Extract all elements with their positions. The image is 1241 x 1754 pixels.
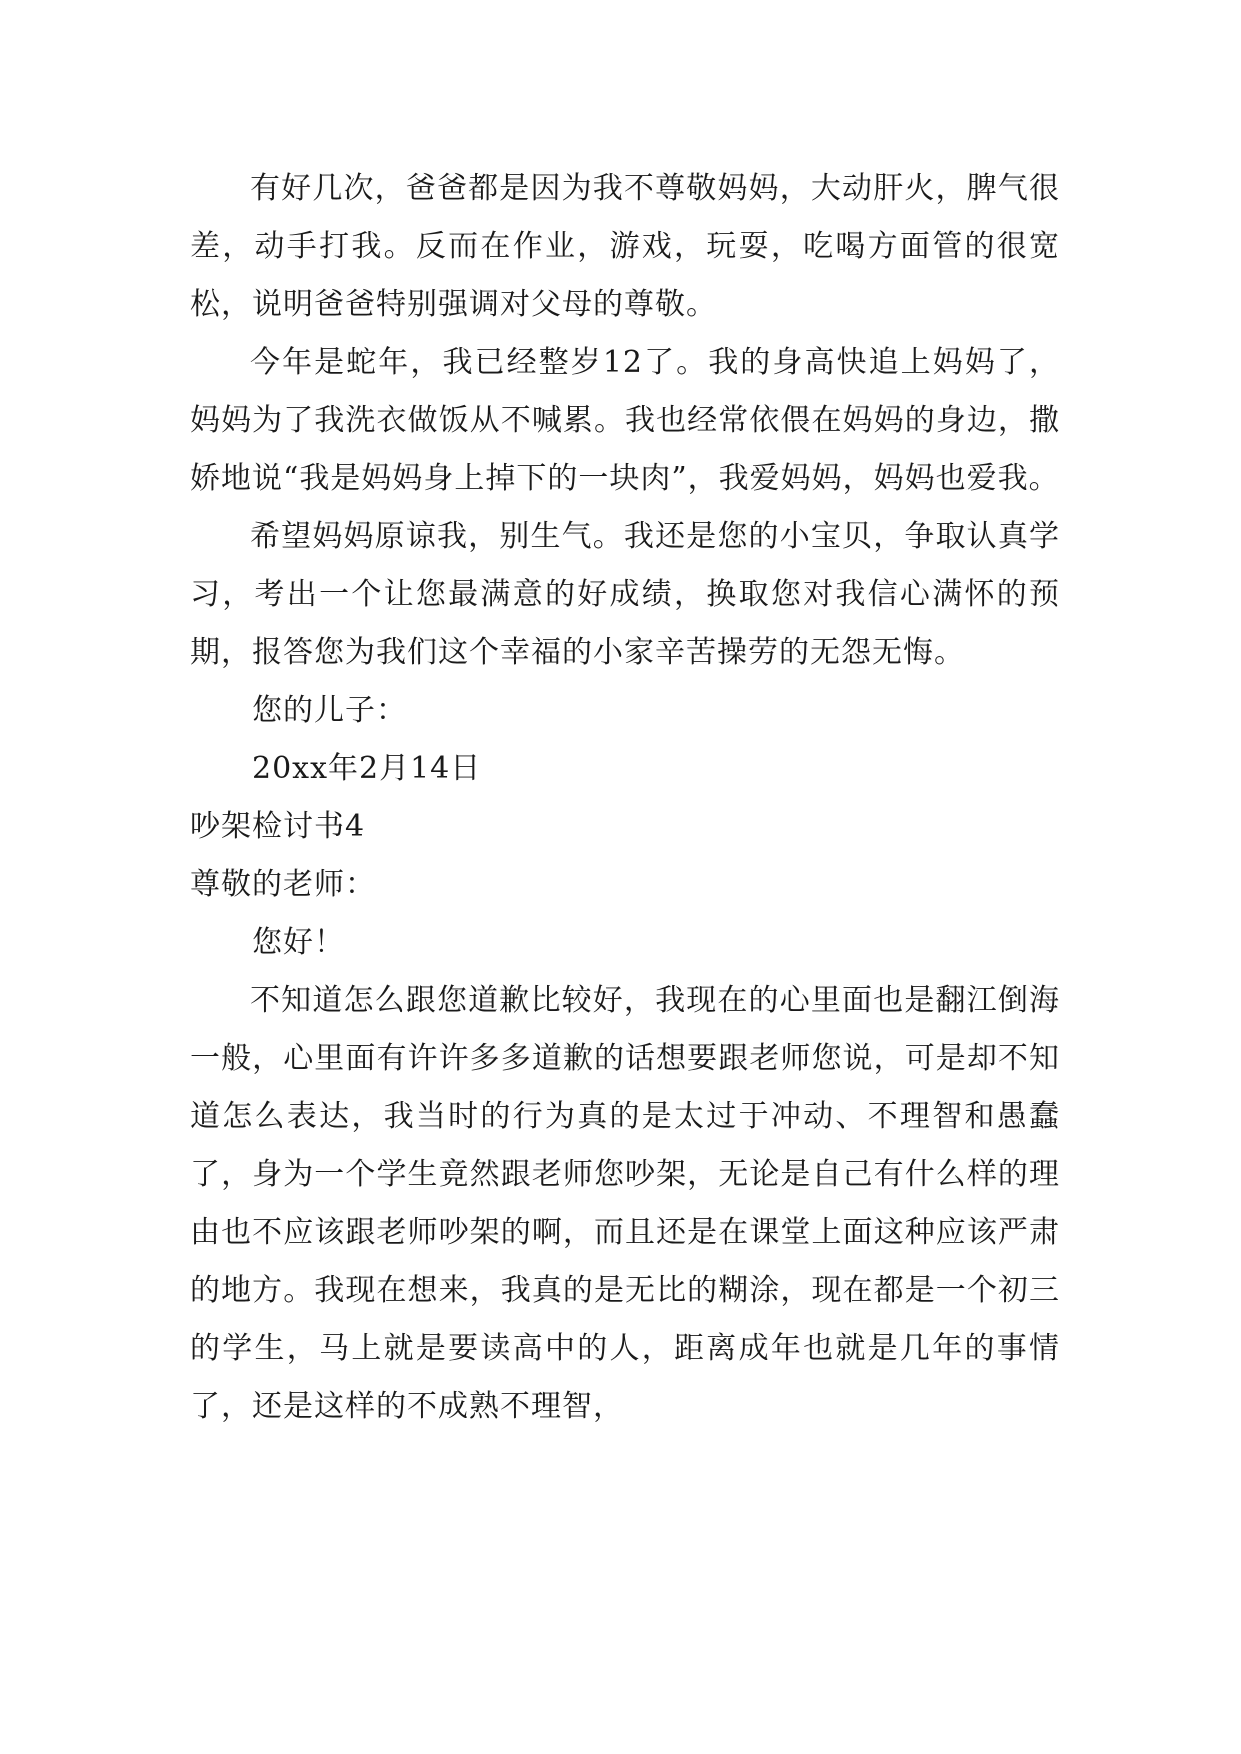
paragraph-snake-year: 今年是蛇年，我已经整岁12了。我的身高快追上妈妈了，妈妈为了我洗衣做饭从不喊累。我也经常依偎在妈妈的身边，撒娇地说“我是妈妈身上掉下的一块肉”，我爱妈妈，妈妈也爱我。 <box>190 345 1060 496</box>
date-line: 20xx年2月14日 <box>252 751 482 786</box>
section-title: 吵架检讨书4 <box>190 809 366 844</box>
paragraph-forgive-mother: 希望妈妈原谅我，别生气。我还是您的小宝贝，争取认真学习，考出一个让您最满意的好成绩，换取您对我信心满怀的预期，报答您为我们这个幸福的小家辛苦操劳的无怨无悔。 <box>190 519 1060 670</box>
document-body <box>190 160 1060 1436</box>
paragraph-father-respect: 有好几次，爸爸都是因为我不尊敬妈妈，大动肝火，脾气很差，动手打我。反而在作业，游戏，玩耍，吃喝方面管的很宽松，说明爸爸特别强调对父母的尊敬。 <box>190 171 1060 322</box>
salutation: 尊敬的老师： <box>190 867 376 902</box>
signature-line: 您的儿子： <box>252 693 407 728</box>
paragraph-apology: 不知道怎么跟您道歉比较好，我现在的心里面也是翻江倒海一般，心里面有许许多多道歉的话想要跟老师您说，可是却不知道怎么表达，我当时的行为真的是太过于冲动、不理智和愚蠢了，身为一个学生竟然跟老师您吵架，无论是自己有什么样的理由也不应该跟老师吵架的啊，而且还是在课堂上面这种应该严肃的地方。我现在想来，我真的是无比的糊涂，现在都是一个初三的学生，马上就是要读高中的人，距离成年也就是几年的事情了，还是这样的不成熟不理智， <box>190 983 1060 1424</box>
greeting: 您好！ <box>252 925 345 960</box>
